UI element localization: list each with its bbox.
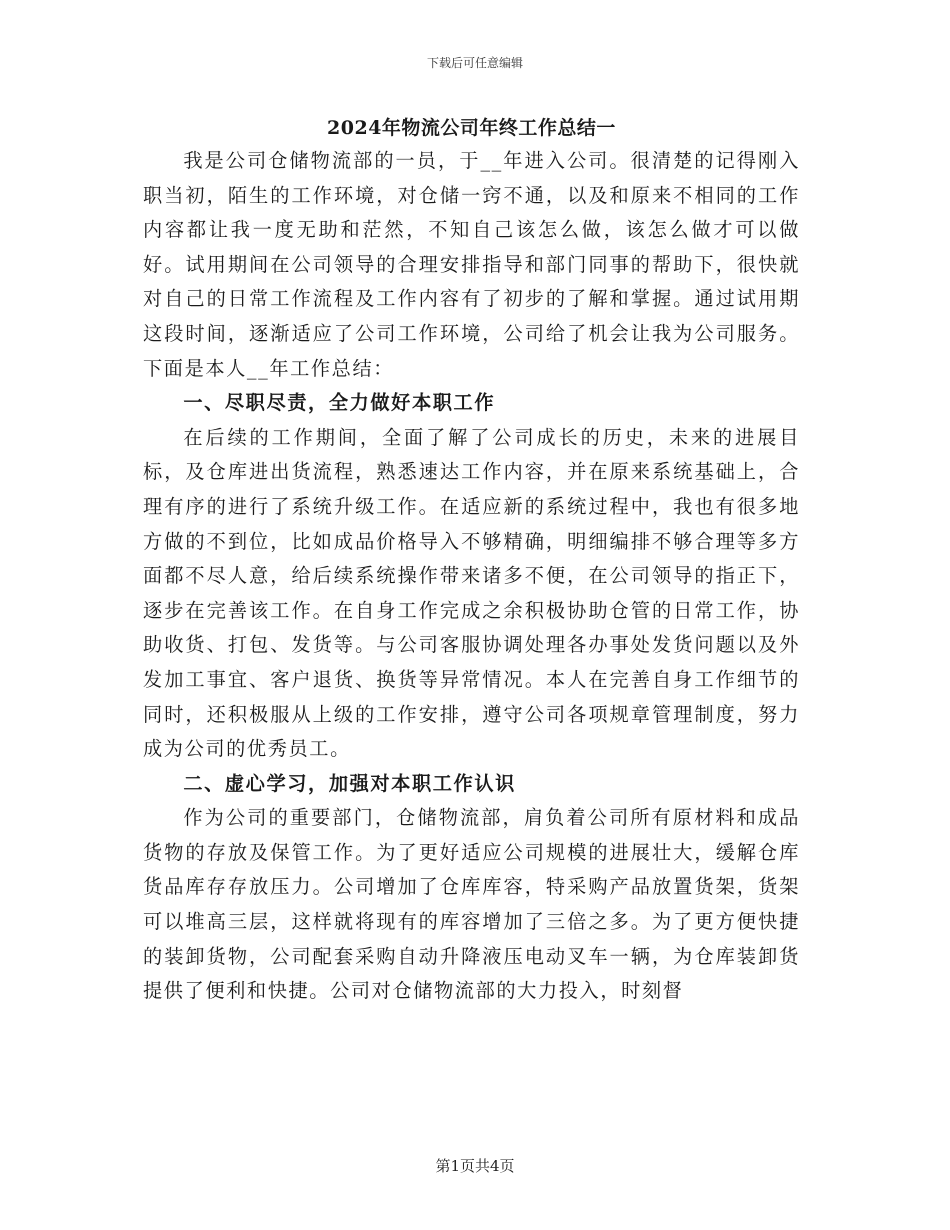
intro-paragraph: 我是公司仓储物流部的一员，于__年进入公司。很清楚的记得刚入职当初，陌生的工作环境，对仓储一窍不通，以及和原来不相同的工作内容都让我一度无助和茫然，不知自己该怎么做，该怎么做才可以做好。试用期间在公司领导的合理安排指导和部门同事的帮助下，很快就对自己的日常工作流程及工作内容有了初步的了解和掌握。通过试用期这段时间，逐渐适应了公司工作环境，公司给了机会让我为公司服务。下面是本人__年工作总结： [143,149,800,380]
section-heading-2: 二、虚心学习，加强对本职工作认识 [183,771,516,795]
header-note: 下载后可任意编辑 [426,56,523,70]
section-heading-1: 一、尽职尽责，全力做好本职工作 [183,391,496,415]
page-number: 第1页共4页 [435,1157,515,1175]
document-body [143,112,800,1009]
document-title: 2024年物流公司年终工作总结一 [327,117,616,139]
section-1-paragraph: 在后续的工作期间，全面了解了公司成长的历史，未来的进展目标，及仓库进出货流程，熟悉速达工作内容，并在原来系统基础上，合理有序的进行了系统升级工作。在适应新的系统过程中，我也有很多地方做的不到位，比如成品价格导入不够精确，明细编排不够合理等多方面都不尽人意，给后续系统操作带来诸多不便，在公司领导的指正下，逐步在完善该工作。在自身工作完成之余积极协助仓管的日常工作，协助收货、打包、发货等。与公司客服协调处理各办事处发货问题以及外发加工事宜、客户退货、换货等异常情况。本人在完善自身工作细节的同时，还积极服从上级的工作安排，遵守公司各项规章管理制度，努力成为公司的优秀员工。 [143,425,800,761]
section-2-paragraph: 作为公司的重要部门，仓储物流部，肩负着公司所有原材料和成品货物的存放及保管工作。为了更好适应公司规模的进展壮大，缓解仓库货品库存存放压力。公司增加了仓库库容，特采购产品放置货架，货架可以堆高三层，这样就将现有的库容增加了三倍之多。为了更方便快捷的装卸货物，公司配套采购自动升降液压电动叉车一辆，为仓库装卸货提供了便利和快捷。公司对仓储物流部的大力投入，时刻督 [143,806,800,1003]
